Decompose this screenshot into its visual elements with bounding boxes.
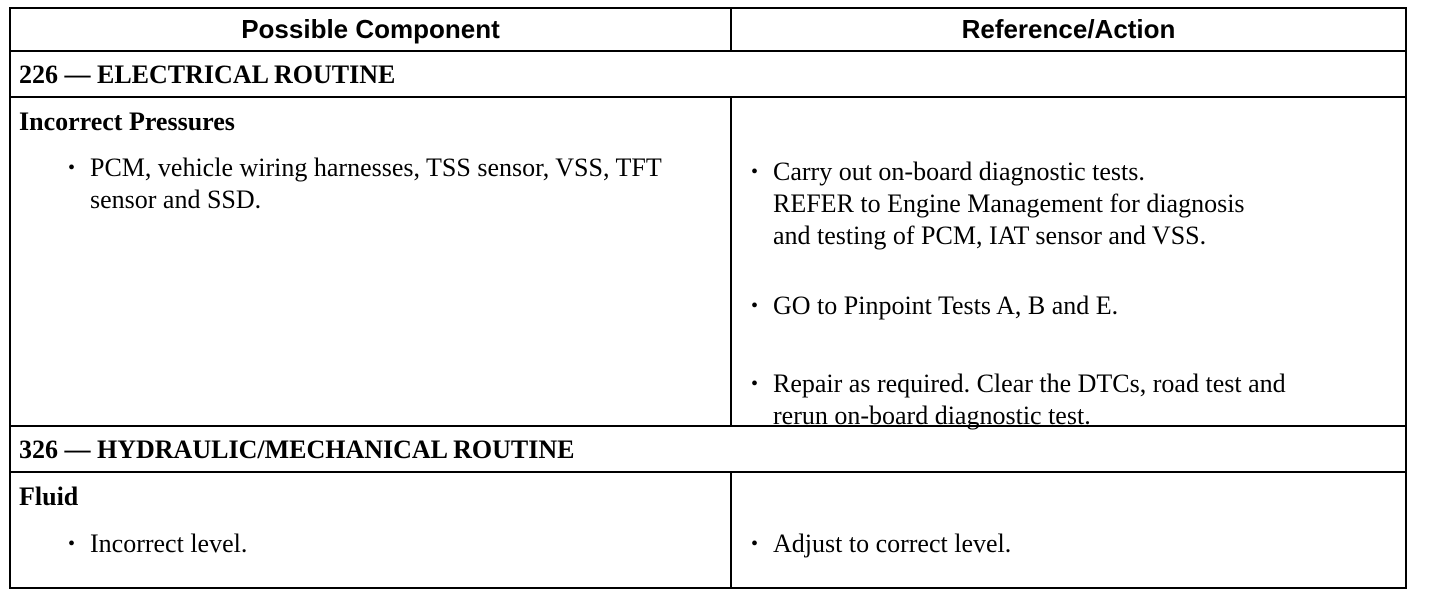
list-item-text: REFER to Engine Management for diagnosis [773,189,1245,218]
list-item [68,528,690,560]
section-title: 326 — HYDRAULIC/MECHANICAL ROUTINE [19,435,575,464]
table-row [11,473,1405,589]
list-item-text: Incorrect level. [90,529,248,558]
diagnostic-table [9,7,1407,589]
list-item [68,152,690,216]
table-row [11,98,1405,430]
list-item-text: GO to Pinpoint Tests A, B and E. [773,291,1119,320]
list-item [751,156,1393,252]
list-item [751,528,1393,560]
list-item [751,368,1393,432]
table-header-row [11,9,1405,52]
section-title: 226 — ELECTRICAL ROUTINE [19,60,396,89]
section-row-hydraulic [11,427,1405,473]
list-item-text: Carry out on-board diagnostic tests. [773,157,1145,186]
list-item-text: Adjust to correct level. [773,529,1012,558]
action-cell [732,473,1405,589]
bullet-icon: • [751,295,759,317]
header-reference-action: Reference/Action [961,14,1176,44]
list-item-text: and testing of PCM, IAT sensor and VSS. [773,221,1207,250]
group-title: Fluid [19,482,79,511]
bullet-icon: • [68,533,76,555]
component-cell [11,98,732,425]
list-item-text: Repair as required. Clear the DTCs, road test and [773,369,1286,398]
bullet-icon: • [751,373,759,395]
section-row-electrical [11,52,1405,98]
group-title: Incorrect Pressures [19,107,235,136]
component-cell [11,473,732,589]
header-possible-component: Possible Component [11,9,732,50]
bullet-icon: • [751,161,759,183]
bullet-icon: • [68,157,76,179]
action-cell [732,98,1405,430]
list-item-text: rerun on-board diagnostic test. [773,401,1091,430]
list-item [751,290,1393,322]
list-item-text: PCM, vehicle wiring harnesses, TSS sensor, VSS, TFT sensor and SSD. [90,153,662,214]
bullet-icon: • [751,533,759,555]
